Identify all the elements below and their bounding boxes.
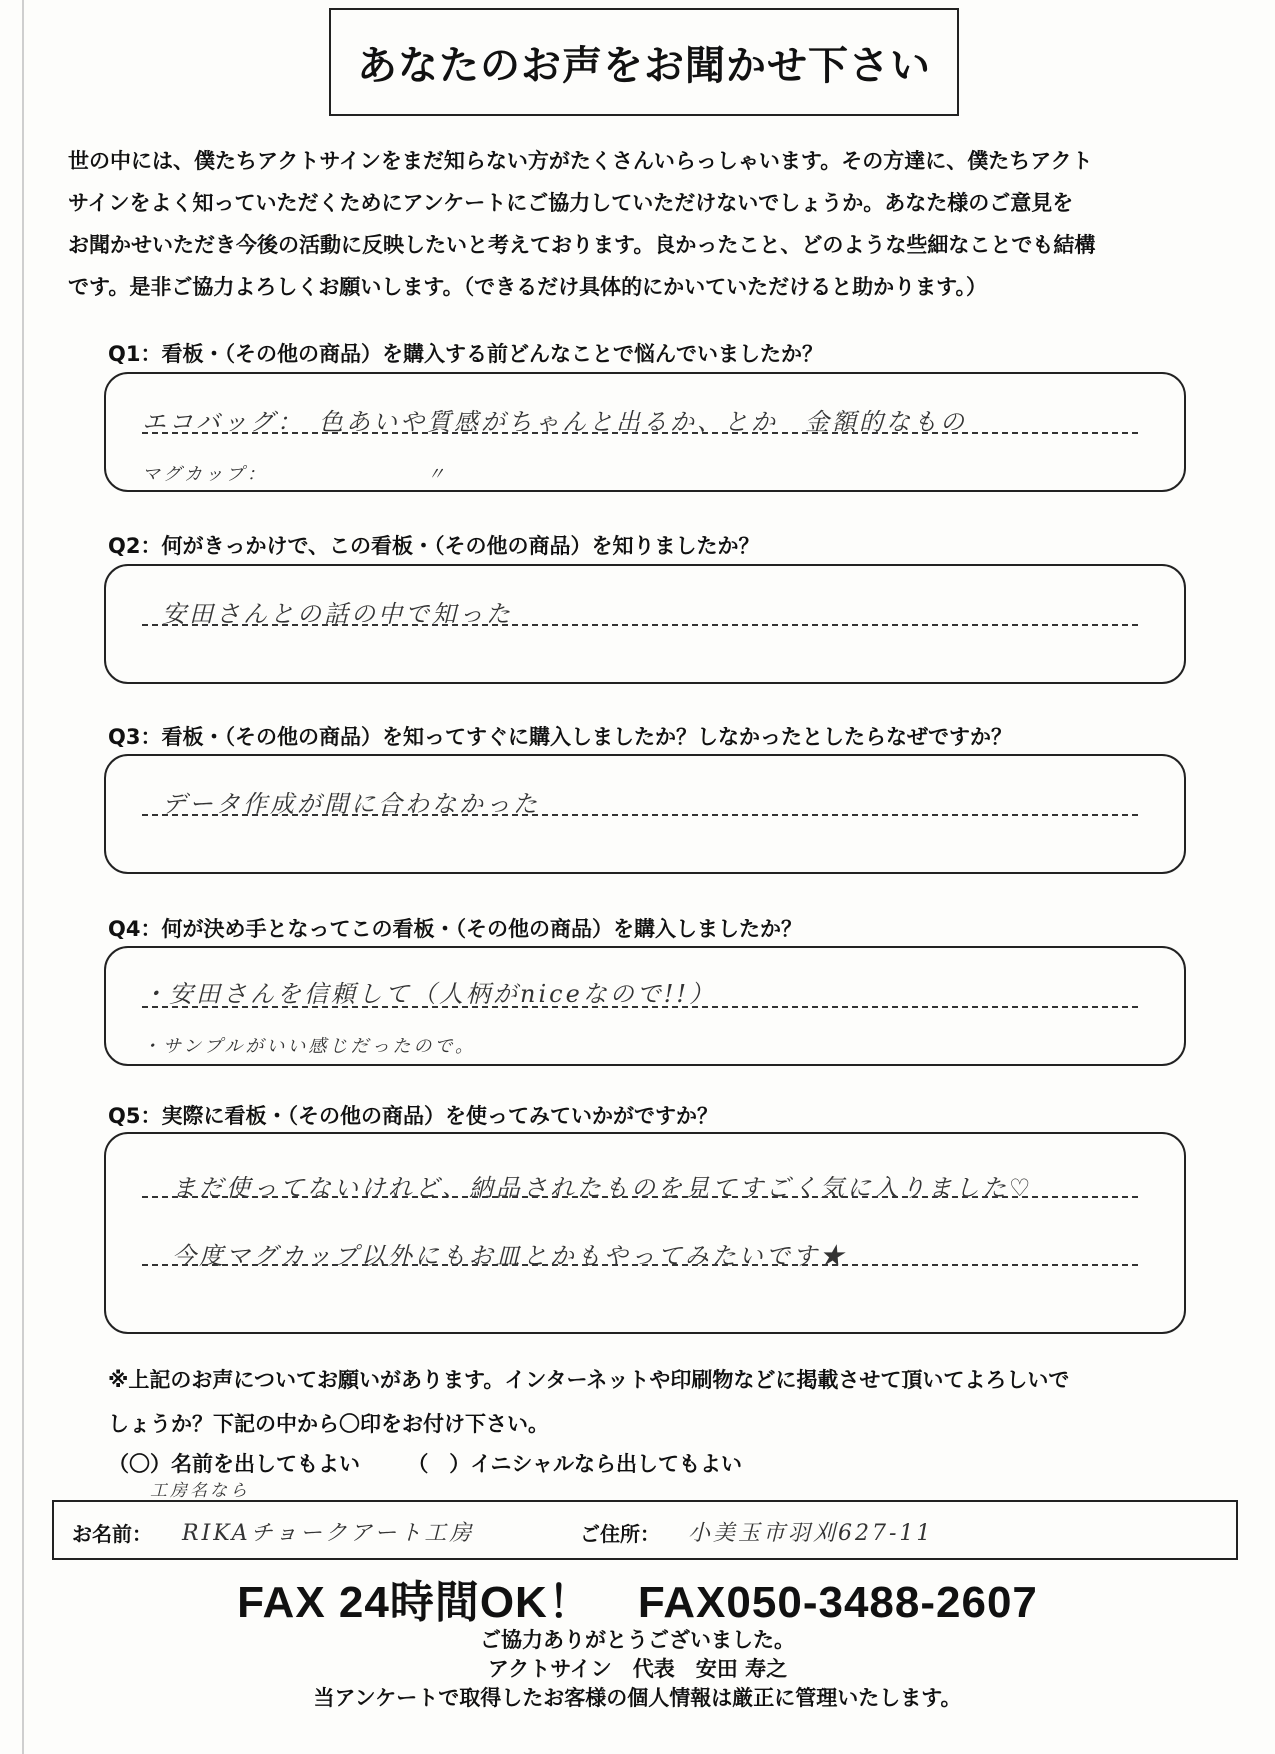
option-name-ok[interactable]: （〇）名前を出してもよい	[108, 1452, 360, 1476]
question-3-answer-1: データ作成が間に合わなかった	[162, 790, 540, 818]
address-label: ご住所：	[580, 1522, 660, 1546]
footer-thanks: ご協力ありがとうございました。	[480, 1628, 795, 1652]
intro-paragraph	[68, 140, 1228, 308]
question-4-answer-1: ・安田さんを信頼して（人柄がniceなので!!）	[142, 980, 717, 1008]
question-5-answer-1: まだ使ってないけれど、納品されたものを見てすごく気に入りました♡	[172, 1174, 1034, 1202]
scan-edge	[22, 0, 24, 1754]
question-4-answer-box[interactable]	[104, 946, 1186, 1066]
intro-line: サインをよく知っていただくためにアンケートにご協力していただけないでしょうか。あなた様のご意見を	[68, 191, 1074, 215]
question-1-answer-2: マグカップ： 〃	[142, 464, 448, 485]
name-value[interactable]: RIKAチョークアート工房	[182, 1521, 475, 1546]
question-3-answer-box[interactable]	[104, 754, 1186, 874]
permission-options	[108, 1448, 782, 1478]
page-title: あなたのお声をお聞かせ下さい	[329, 8, 959, 116]
question-4-answer-2: ・サンプルがいい感じだったので。	[142, 1036, 477, 1057]
question-1-answer-box[interactable]	[104, 372, 1186, 492]
intro-line: お聞かせいただき今後の活動に反映したいと考えております。良かったこと、どのような些細なことでも結構	[68, 233, 1096, 257]
fax-line: FAX 24時間OK！ FAX050-3488-2607	[237, 1578, 1038, 1627]
intro-line: 世の中には、僕たちアクトサインをまだ知らない方がたくさんいらっしゃいます。その方達に、僕たちアクト	[68, 149, 1093, 173]
question-5-answer-box[interactable]	[104, 1132, 1186, 1334]
address-value[interactable]: 小美玉市羽刈627-11	[688, 1521, 934, 1546]
question-2-label: Q2：何がきっかけで、この看板・（その他の商品）を知りましたか？	[108, 534, 760, 558]
name-address-box	[52, 1500, 1238, 1560]
permission-note-line: しょうか？下記の中から〇印をお付け下さい。	[108, 1412, 549, 1436]
question-5-answer-2: 今度マグカップ以外にもお皿とかもやってみたいです★	[172, 1242, 847, 1270]
footer	[0, 1626, 1275, 1713]
question-5-label: Q5：実際に看板・（その他の商品）を使ってみていかがですか？	[108, 1104, 718, 1128]
footer-signature: アクトサイン 代表 安田 寿之	[487, 1657, 788, 1681]
intro-line: です。是非ご協力よろしくお願いします。（できるだけ具体的にかいていただけると助かります。）	[68, 275, 987, 299]
question-4-label: Q4：何が決め手となってこの看板・（その他の商品）を購入しましたか？	[108, 917, 802, 941]
permission-note-line: ※上記のお声についてお願いがあります。インターネットや印刷物などに掲載させて頂いてよろしいで	[108, 1368, 1070, 1392]
question-2-answer-box[interactable]	[104, 564, 1186, 684]
option-handwritten-note: 工房名なら	[150, 1481, 250, 1501]
question-1-answer-1: エコバッグ： 色あいや質感がちゃんと出るか、とか 金額的なもの	[142, 408, 967, 436]
question-3-label: Q3：看板・（その他の商品）を知ってすぐに購入しましたか？しなかったとしたらなぜですか？	[108, 725, 1012, 749]
footer-privacy: 当アンケートで取得したお客様の個人情報は厳正に管理いたします。	[313, 1686, 962, 1710]
question-1-label: Q1：看板・（その他の商品）を購入する前どんなことで悩んでいましたか？	[108, 342, 823, 366]
question-2-answer-1: 安田さんとの話の中で知った	[162, 600, 513, 628]
option-initial-ok[interactable]: （ ）イニシャルなら出してもよい	[407, 1452, 743, 1476]
permission-note	[108, 1358, 1208, 1446]
name-label: お名前：	[72, 1522, 152, 1546]
